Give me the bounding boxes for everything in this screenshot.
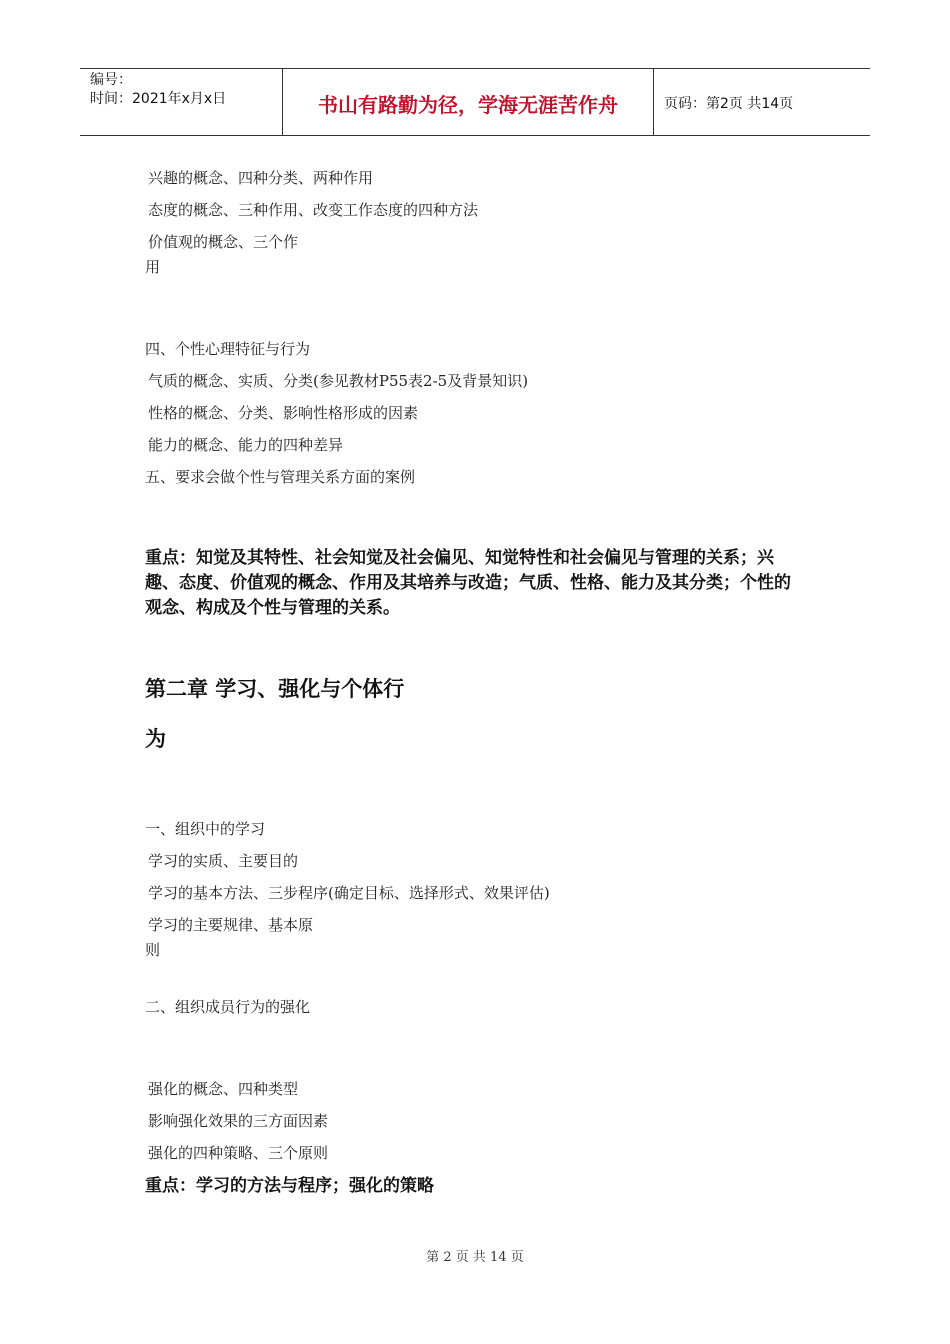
- body-line: 则: [145, 941, 161, 959]
- key-points-paragraph: 重点：知觉及其特性、社会知觉及社会偏见、知觉特性和社会偏见与管理的关系；兴趣、态度、价值观的概念、作用及其培养与改造；气质、性格、能力及其分类；个性的观念、构成及个性与管理的关系。: [145, 548, 791, 618]
- chapter-title-continued: 为: [145, 727, 166, 751]
- key-points-line: 重点：学习的方法与程序；强化的策略: [145, 1176, 434, 1196]
- body-line: 价值观的概念、三个作: [148, 233, 299, 251]
- body-line: 强化的四种策略、三个原则: [148, 1144, 329, 1162]
- body-line: 气质的概念、实质、分类(参见教材P55表2-5及背景知识): [148, 372, 529, 390]
- page-header: [80, 68, 870, 136]
- body-line: 能力的概念、能力的四种差异: [148, 436, 344, 454]
- doc-number-label: 编号：: [90, 72, 132, 88]
- section-heading: 四、个性心理特征与行为: [145, 340, 311, 358]
- chapter-title: 第二章 学习、强化与个体行: [145, 677, 405, 701]
- doc-time-label: 时间：2021年x月x日: [90, 91, 227, 107]
- body-line: 兴趣的概念、四种分类、两种作用: [148, 169, 374, 187]
- header-divider: [653, 69, 654, 135]
- section-heading: 二、组织成员行为的强化: [145, 998, 311, 1016]
- header-motto: 书山有路勤为径，学海无涯苦作舟: [318, 93, 618, 117]
- page-footer: 第 2 页 共 14 页: [426, 1250, 524, 1265]
- body-line: 影响强化效果的三方面因素: [148, 1112, 329, 1130]
- body-line: 强化的概念、四种类型: [148, 1080, 299, 1098]
- body-line: 态度的概念、三种作用、改变工作态度的四种方法: [148, 201, 479, 219]
- body-line: 学习的主要规律、基本原: [148, 916, 314, 934]
- section-heading: 五、要求会做个性与管理关系方面的案例: [145, 468, 416, 486]
- body-line: 学习的实质、主要目的: [148, 852, 299, 870]
- body-line: 学习的基本方法、三步程序(确定目标、选择形式、效果评估): [148, 884, 550, 902]
- section-heading: 一、组织中的学习: [145, 820, 266, 838]
- body-line: 性格的概念、分类、影响性格形成的因素: [148, 404, 419, 422]
- body-line: 用: [145, 258, 161, 276]
- header-left: [90, 71, 226, 109]
- header-page-info: 页码：第2页 共14页: [664, 96, 794, 112]
